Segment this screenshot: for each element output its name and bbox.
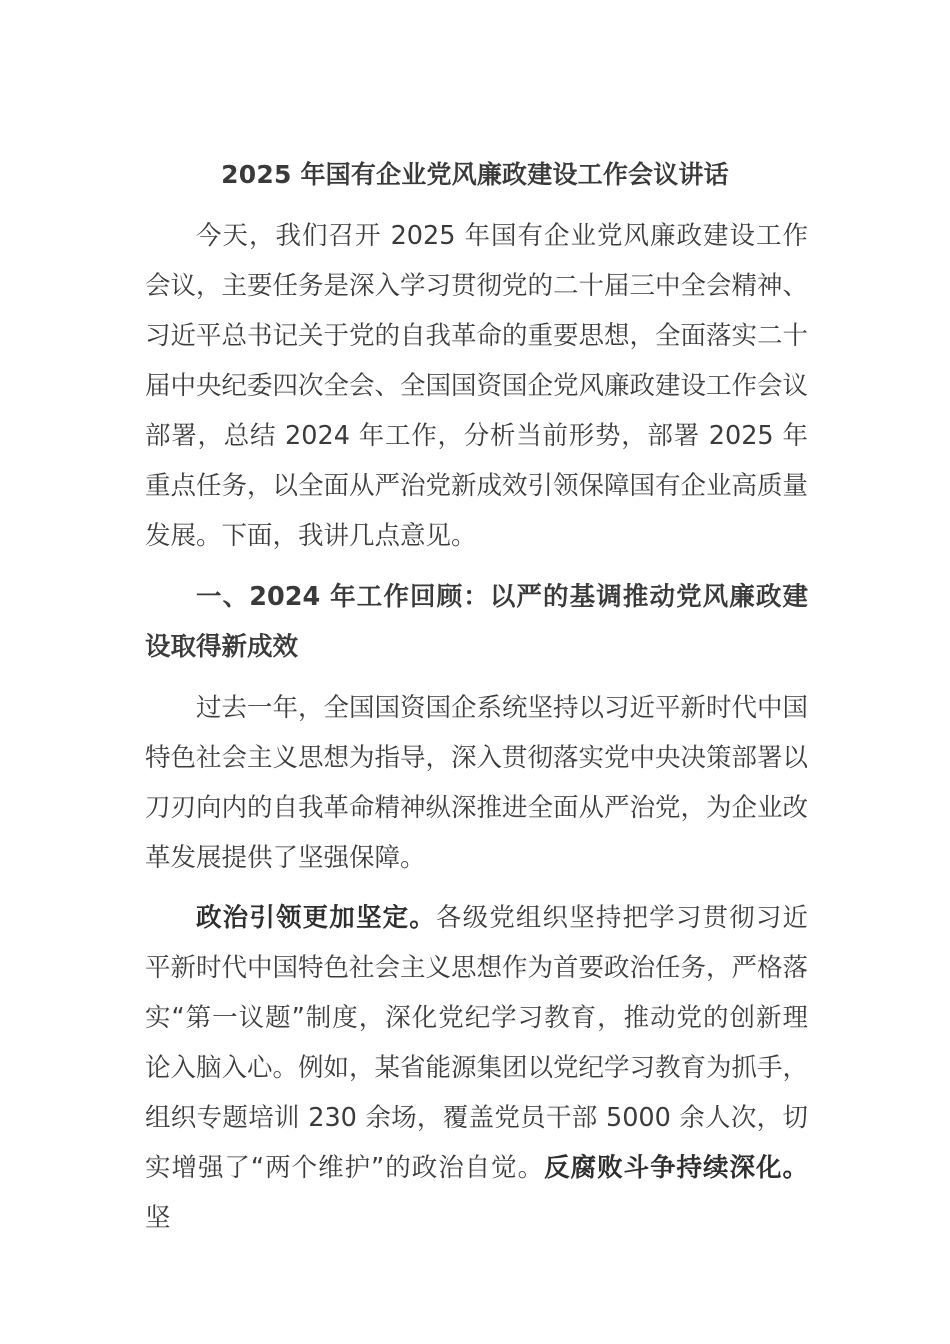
intro-paragraph: 今天，我们召开 2025 年国有企业党风廉政建设工作会议，主要任务是深入学习贯彻党的二十届三中全会精神、习近平总书记关于党的自我革命的重要思想，全面落实二十届中央纪委四次全会、全国国资国企党风廉政建设工作会议部署，总结 2024 年工作，分析当前形势，部署 2025 年重点任务，以全面从严治党新成效引领保障国有企业高质量发展。下面，我讲几点意见。 (145, 221, 809, 551)
point-1-body: 各级党组织坚持把学习贯彻习近平新时代中国特色社会主义思想作为首要政治任务，严格落实“第一议题”制度，深化党纪学习教育，推动党的创新理论入脑入心。例如，某省能源集团以党纪学习教育为抓手，组织专题培训 230 余场，覆盖党员干部 5000 余人次，切实增强了“两个维护”的政治自觉。 (145, 903, 809, 1183)
point-2-body: 坚 (145, 1203, 171, 1233)
point-2-lead: 反腐败斗争持续深化。 (544, 1153, 808, 1183)
political-leadership-paragraph (145, 893, 808, 1243)
point-1-lead: 政治引领更加坚定。 (196, 903, 436, 933)
document-title: 2025 年国有企业党风廉政建设工作会议讲话 (221, 160, 729, 189)
section-1-paragraph: 过去一年，全国国资国企系统坚持以习近平新时代中国特色社会主义思想为指导，深入贯彻落实党中央决策部署以刀刃向内的自我革命精神纵深推进全面从严治党，为企业改革发展提供了坚强保障。 (145, 693, 809, 873)
section-heading-1: 一、2024 年工作回顾：以严的基调推动党风廉政建设取得新成效 (145, 582, 808, 662)
